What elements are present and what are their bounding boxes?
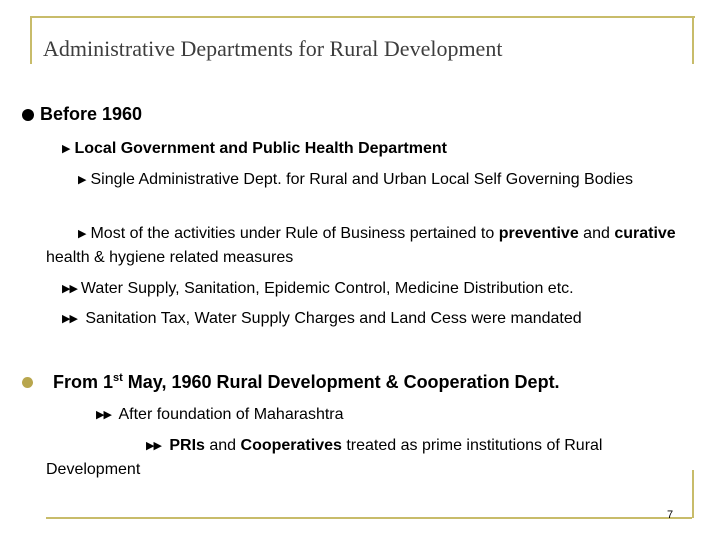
triangle-bullet-icon: ▶: [78, 174, 87, 186]
triangle-bullet-icon: ▶: [78, 228, 87, 240]
slide-title: Administrative Departments for Rural Development: [43, 36, 503, 61]
double-triangle-bullet-icon: ▶▶: [62, 283, 77, 295]
sub-sub-bullet-water-supply: ▶▶ Water Supply, Sanitation, Epidemic Control, Medicine Distribution etc.: [62, 280, 574, 297]
frame-right-border: [692, 16, 694, 64]
round-bullet-icon: [22, 109, 34, 121]
frame-top-border: [30, 16, 695, 18]
sub-bullet-pris: ▶▶ PRIs and Cooperatives treated as prime institutions of Rural Development: [46, 434, 696, 482]
bullet-from-1960: From 1st May, 1960 Rural Development & Cooperation Dept.: [22, 372, 560, 393]
sub-bullet-single-admin-dept: ▶ Single Administrative Dept. for Rural and Urban Local Self Governing Bodies: [46, 168, 696, 192]
triangle-bullet-icon: ▶: [62, 143, 71, 155]
sub-bullet-local-government: ▶ Local Government and Public Health Department: [62, 140, 447, 157]
double-triangle-bullet-icon: ▶▶: [62, 313, 77, 325]
sub-bullet-maharashtra: ▶▶ After foundation of Maharashtra: [96, 406, 344, 423]
double-triangle-bullet-icon: ▶▶: [146, 440, 161, 452]
double-triangle-bullet-icon: ▶▶: [96, 409, 111, 421]
page-number: 7: [667, 509, 674, 521]
bullet-before-1960: Before 1960: [22, 104, 142, 125]
sub-sub-bullet-sanitation-tax: ▶▶ Sanitation Tax, Water Supply Charges and Land Cess were mandated: [62, 310, 582, 327]
round-bullet-icon: [22, 377, 33, 388]
frame-left-border: [30, 16, 32, 64]
sub-bullet-rule-of-business: ▶ Most of the activities under Rule of Business pertained to preventive and curative health & hygiene related measures: [46, 222, 696, 270]
frame-bottom-border: [46, 517, 692, 519]
